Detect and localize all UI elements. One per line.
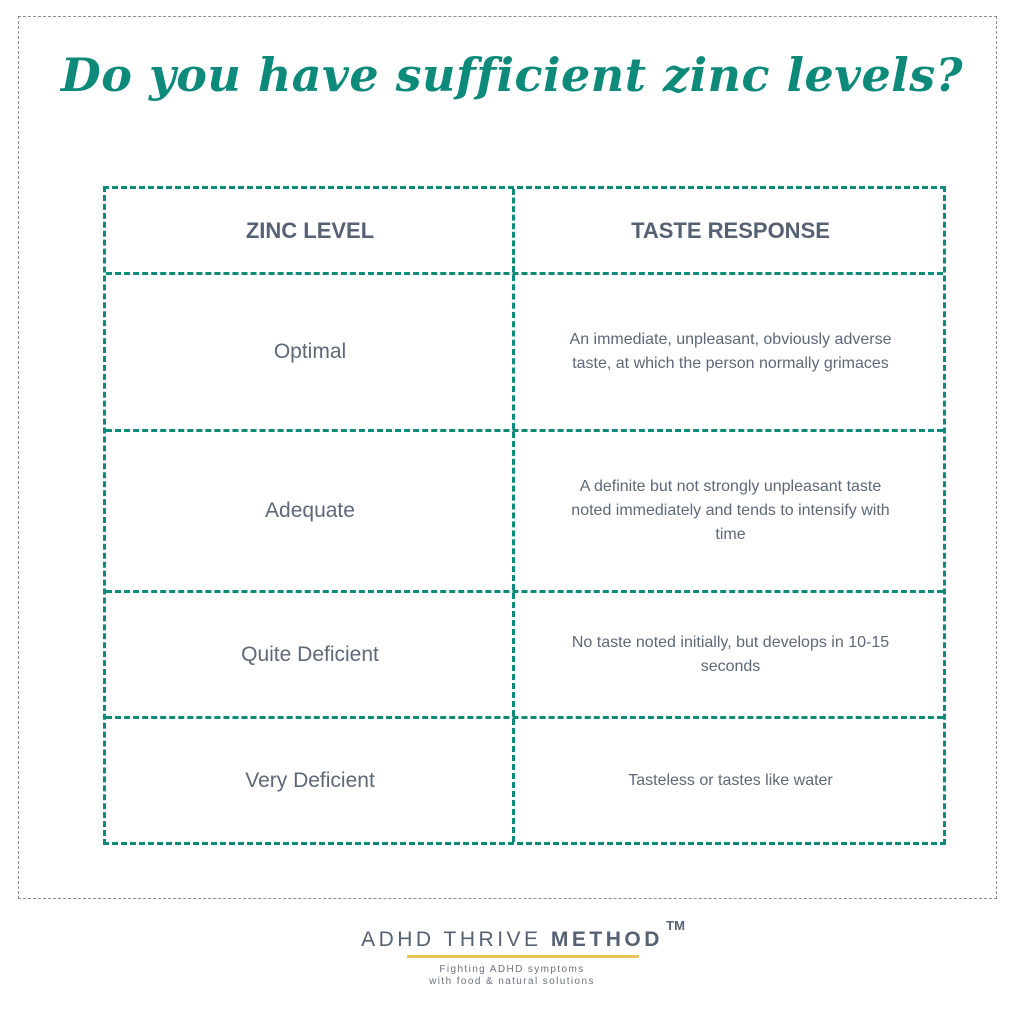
table-row xyxy=(106,429,943,590)
taste-response-value: An immediate, unpleasant, obviously adverse taste, at which the person normally grimaces xyxy=(569,331,892,372)
brand-name xyxy=(361,918,685,958)
taste-response-value: Tasteless or tastes like water xyxy=(628,771,833,789)
header-zinc-level: ZINC LEVEL xyxy=(245,217,375,243)
response-cell xyxy=(515,719,946,842)
tagline-line-1: Fighting ADHD symptoms xyxy=(439,964,585,975)
brand-logo xyxy=(0,918,1024,988)
response-cell xyxy=(515,432,946,590)
brand-underline xyxy=(407,955,639,958)
brand-name-part1: ADHD THRIVE xyxy=(361,928,542,951)
level-cell xyxy=(106,275,514,429)
table-row xyxy=(106,272,943,429)
header-cell-taste-response xyxy=(515,189,946,272)
header-taste-response: TASTE RESPONSE xyxy=(631,217,830,243)
table-header-row xyxy=(106,189,943,272)
header-cell-zinc-level xyxy=(106,189,514,272)
response-cell xyxy=(515,593,946,716)
table-row xyxy=(106,716,943,842)
level-cell xyxy=(106,593,514,716)
brand-name-part2: METHOD xyxy=(550,928,663,951)
level-cell xyxy=(106,432,514,590)
zinc-taste-table xyxy=(103,186,946,845)
level-cell xyxy=(106,719,514,842)
page-title: Do you have sufficient zinc levels? xyxy=(60,48,964,102)
zinc-level-value: Quite Deficient xyxy=(241,642,379,666)
zinc-level-value: Optimal xyxy=(273,340,347,363)
trademark-mark: TM xyxy=(666,918,685,933)
zinc-level-value: Very Deficient xyxy=(245,768,375,792)
taste-response-value: No taste noted initially, but develops in 10-15 seconds xyxy=(571,633,890,675)
response-cell xyxy=(515,275,946,429)
zinc-level-value: Adequate xyxy=(265,499,355,522)
taste-response-value: A definite but not strongly unpleasant taste noted immediately and tends to intensify with time xyxy=(571,478,890,543)
table-row xyxy=(106,590,943,716)
brand-tagline xyxy=(0,964,1024,988)
tagline-line-2: with food & natural solutions xyxy=(429,976,595,987)
